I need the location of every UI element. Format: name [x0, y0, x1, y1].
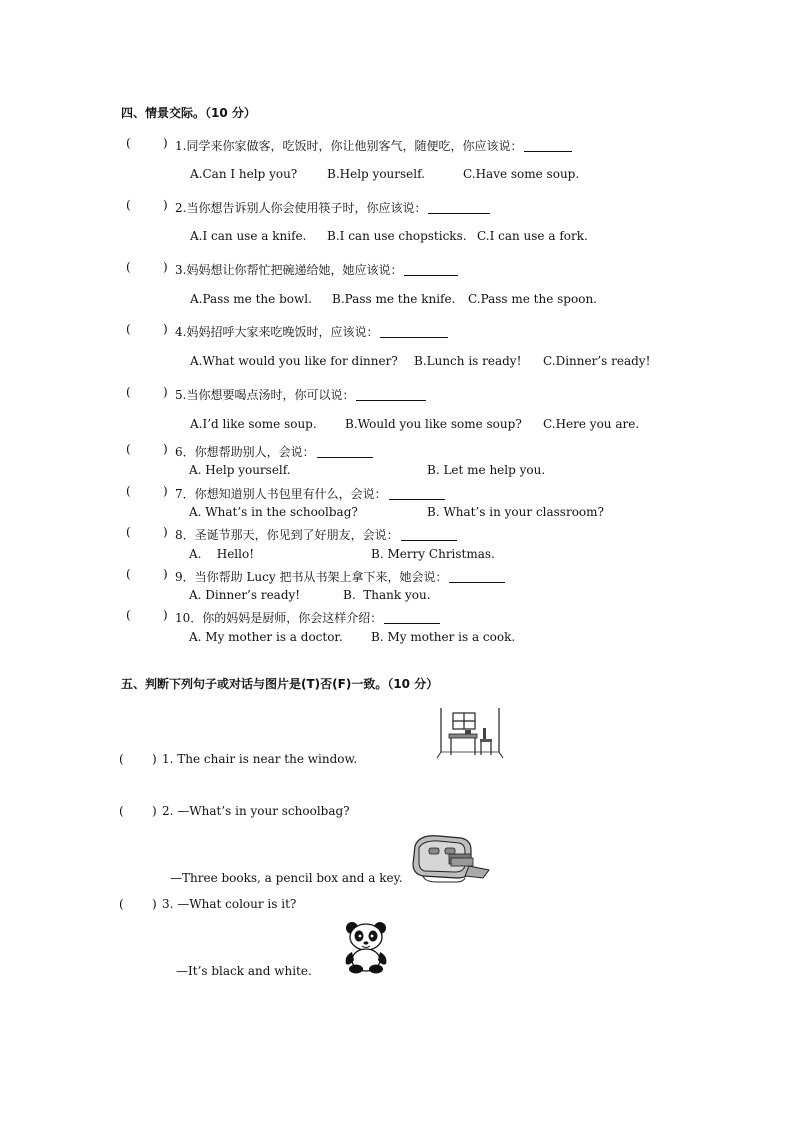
section-4-title: 四、情景交际。（10 分） [121, 106, 256, 120]
option-c: C.I can use a fork. [477, 229, 588, 243]
option-a: A.I’d like some soup. [190, 417, 317, 431]
question-number: 5. [175, 388, 187, 402]
answer-blank[interactable] [404, 263, 458, 276]
option-c: C.Dinner’s ready! [543, 354, 651, 368]
question-number: 9． [175, 570, 195, 584]
panda-picture [342, 922, 392, 974]
option-a: A.Pass me the bowl. [190, 292, 312, 306]
option-a: A. Dinner’s ready! [189, 588, 301, 602]
answer-blank[interactable] [524, 139, 572, 152]
answer-blank[interactable] [380, 325, 448, 338]
question-text: 妈妈想让你帮忙把碗递给她，她应该说： [186, 263, 403, 277]
item-answer: —It’s black and white. [176, 964, 312, 978]
question-number: 8． [175, 528, 195, 542]
question-number: 1. [175, 139, 187, 153]
answer-blank[interactable] [449, 570, 505, 583]
item-number: 1. [162, 752, 174, 766]
option-c: C.Have some soup. [463, 167, 580, 181]
option-a: A.Can I help you? [190, 167, 298, 181]
answer-blank[interactable] [401, 528, 457, 541]
option-b: B. Let me help you. [427, 463, 546, 477]
answer-blank[interactable] [428, 201, 490, 214]
answer-blank[interactable] [384, 611, 440, 624]
option-a: A.I can use a knife. [190, 229, 307, 243]
option-c: C.Pass me the spoon. [468, 292, 597, 306]
option-a: A. Help yourself. [189, 463, 291, 477]
option-b: B. What’s in your classroom? [427, 505, 604, 519]
option-b: B. My mother is a cook. [371, 630, 516, 644]
item-number: 2. [162, 804, 174, 818]
question-text: 当你帮助 Lucy 把书从书架上拿下来，她会说： [194, 570, 448, 584]
item-sentence: The chair is near the window. [177, 752, 358, 766]
item-answer: —Three books, a pencil box and a key. [170, 871, 403, 885]
question-text: 圣诞节那天，你见到了好朋友，会说： [194, 528, 399, 542]
question-text: 你想帮助别人，会说： [194, 445, 315, 459]
answer-blank[interactable] [317, 445, 373, 458]
option-b: B. Merry Christmas. [371, 547, 495, 561]
option-c: C.Here you are. [543, 417, 640, 431]
option-b: B.Lunch is ready! [414, 354, 522, 368]
option-a: A. Hello! [189, 547, 255, 561]
option-a: A.What would you like for dinner? [190, 354, 398, 368]
item-question: —What’s in your schoolbag? [177, 804, 350, 818]
question-number: 6． [175, 445, 195, 459]
question-number: 2. [175, 201, 187, 215]
option-b: B.Would you like some soup? [345, 417, 522, 431]
question-text: 当你想要喝点汤时，你可以说： [186, 388, 355, 402]
option-b: B.Pass me the knife. [332, 292, 456, 306]
section-5-title: 五、判断下列句子或对话与图片是(T)否(F)一致。（10 分） [121, 677, 439, 691]
room-picture [437, 708, 503, 760]
question-number: 7． [175, 487, 195, 501]
option-a: A. What’s in the schoolbag? [189, 505, 358, 519]
question-text: 当你想告诉别人你会使用筷子时，你应该说： [186, 201, 427, 215]
question-text: 妈妈招呼大家来吃晚饭时，应该说： [186, 325, 379, 339]
answer-blank[interactable] [356, 388, 426, 401]
option-b: B.Help yourself. [327, 167, 425, 181]
question-text: 同学来你家做客，吃饭时，你让他别客气，随便吃，你应该说： [186, 139, 523, 153]
worksheet-page: 四、情景交际。（10 分） ( ) 1.同学来你家做客，吃饭时，你让他别客气，随便吃，你应该说： A.Can I help you? B.Help yourself. C.Have some soup. ( ) 2.当你想告诉别人你会使用筷子时，你应该说： A.I can use a knife. B.I can use chopsticks. C.I can use a fork. ( ) 3.妈妈想让你帮忙把碗递给她，她应该说： A.Pass me the bowl. B.Pass me the knife. C.Pass me the spoon. ( ) 4.妈妈招呼大家来吃晚饭时，应该说： A.What would you like for dinner? B.Lunch is ready! C.Dinner’s ready! ( ) 5.当你想要喝点汤时，你可以说： A.I’d like some soup. B.Would you like some soup? C.Here you are. ( ) 6．你想帮助别人，会说： A. Help yourself. B. Let me help you. ( ) 7．你想知道别人书包里有什么，会说： A. What’s in the schoolbag? B. What’s in your classroom? ( ) 8．圣诞节那天，你见到了好朋友，会说： A. Hello! B. Merry Christmas. ( ) 9．当你帮助 Lucy 把书从书架上拿下来，她会说： A. Dinner’s ready! B. Thank you. ( ) 10．你的妈妈是厨师，你会这样介绍： A. My mother is a doctor. B. My mother is a cook. 五、判断下列句子或对话与图片是(T)否(F)一致。（10 分） ( ) 1. The chair is near the window. ( ) 2. —What’s in your schoolbag? —Three books, a pencil box and a key. ( ) 3. —What colour is it? —It’s black and white. [119, 106, 651, 978]
question-number: 3. [175, 263, 187, 277]
option-a: A. My mother is a doctor. [189, 630, 343, 644]
question-number: 10． [175, 611, 203, 625]
schoolbag-picture [409, 832, 493, 884]
question-text: 你的妈妈是厨师，你会这样介绍： [202, 611, 383, 625]
item-number: 3. [162, 897, 174, 911]
item-question: —What colour is it? [177, 897, 297, 911]
question-number: 4. [175, 325, 187, 339]
option-b: B.I can use chopsticks. [327, 229, 467, 243]
option-b: B. Thank you. [343, 588, 431, 602]
question-text: 你想知道别人书包里有什么，会说： [194, 487, 387, 501]
answer-blank[interactable] [389, 487, 445, 500]
